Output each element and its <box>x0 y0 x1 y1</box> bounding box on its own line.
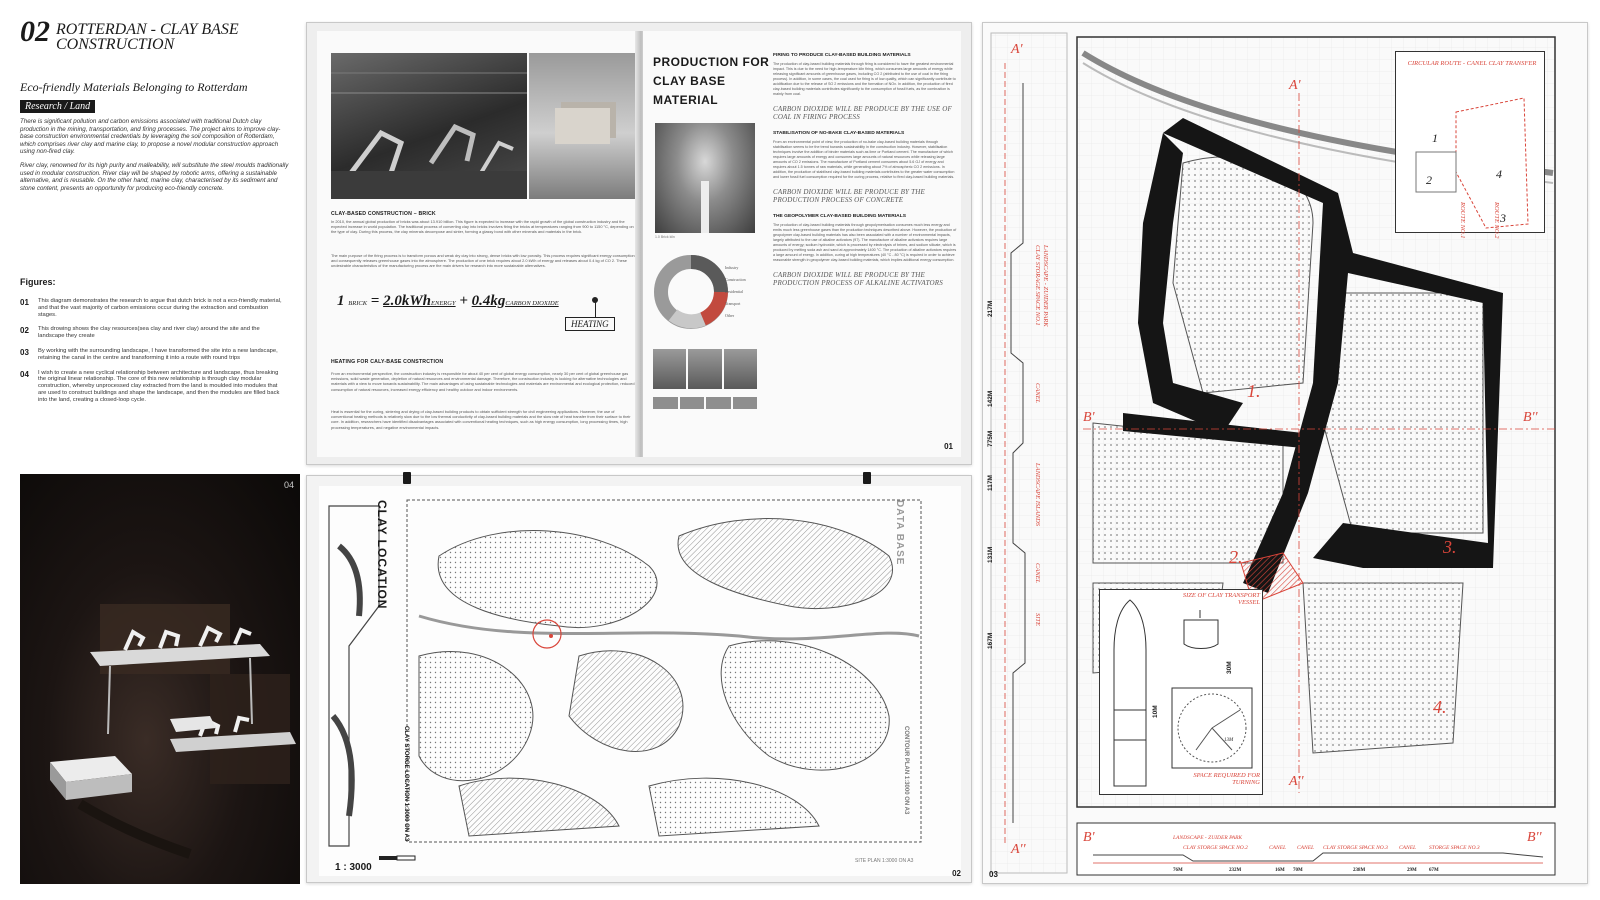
figure-number: 02 <box>20 326 29 336</box>
turning-title: SPACE REQUIRED FOR TURNING <box>1193 772 1260 786</box>
energy-donut-chart <box>653 247 753 337</box>
page-number: 02 <box>952 869 961 878</box>
intro-paragraph: River clay, renowned for its high purity and malleability, will substitute the steel moulds traditionally used in modular construction. River clay will be shaped by robotic arms, offering a sustainable alternative, and is reusable. On the other hand, marine clay, characterised by its sediment and stone content, presents an opportunity for producing eco-friendly concrete. <box>20 161 289 192</box>
heating-label: HEATING <box>565 317 615 331</box>
photo-page-number: 04 <box>283 480 294 490</box>
production-quote: CARBON DIOXIDE WILL BE PRODUCE BY THE USE OF COAL IN FIRING PROCESS <box>773 105 952 121</box>
scale-label: 1 : 3000 <box>335 862 372 873</box>
figures-heading: Figures: <box>20 277 56 287</box>
vessel-inset <box>1099 589 1263 795</box>
bottom-section-label: CLAY STORGE SPACE NO.2 <box>1183 845 1248 851</box>
figure-description: This diagram demonstrates the research to argue that dutch brick is not a eco-friendly material, and that the vast majority of carbon emissions occur during the extraction and combustion stages. <box>38 298 282 318</box>
figure-description: I wish to create a new cyclical relationship between architecture and landscape, thus breaking the original linear relationship. The core of this new relationship is through clay modular construction, whereby unprocessed clay extracted from the land is moulded into modules that are used to construct buildings and shape the landscape, and then the modules are filled back into the land, creating a closed-loop cycle. <box>38 369 280 403</box>
bottom-dimension: 70M <box>1293 868 1303 873</box>
process-photo-strip <box>653 349 757 389</box>
donut-legend-label: Other <box>725 313 735 318</box>
production-heading: THE GEOPOLYMER CLAY-BASED BUILDING MATERIALS <box>773 214 906 219</box>
bottom-dimension: 76M <box>1173 868 1183 873</box>
production-body: From an environmental point of view, the production of no-bake clay-based building materials through stabilisation seems to be the trend towards sustainability in the construction industry. However, stabilisation techniques involve the addition of binder materials such as lime or Portland cement. The manufacture of which requires large amounts of energy and consumes large amounts of natural resources while releasing large amounts of CO 2 emissions. The manufacture of Portland cement consumes about 5.6 GJ of energy and requires about 1.5 tonnes of raw materials, while generating about 7% of atmospheric CO 2 emissions. In addition, the production of stabilised clay-based building materials contributes to the greater water consumption and lower fossil fuel consumption required for the curing process, relative to fired clay-based building materials. <box>773 140 955 179</box>
section-dimension: 775M <box>987 430 994 447</box>
zone-label: 3. <box>1443 537 1457 557</box>
bottom-section-label: CANEL <box>1297 845 1315 851</box>
brick-photo <box>529 53 637 199</box>
production-heading: STABILISATION OF NO-BAKE CLAY-BASED MATERIALS <box>773 131 905 136</box>
project-title: ROTTERDAN - CLAY BASE CONSTRUCTION <box>56 21 239 53</box>
figure-number: 03 <box>20 347 29 357</box>
route-label: ROUTE NO.1 <box>1459 202 1466 239</box>
project-subtitle: Eco-friendly Materials Belonging to Rotterdam <box>20 80 248 94</box>
brick-shape <box>555 108 610 144</box>
storage-location-label: CLAY STORGE LOCATION 1:3000 ON A3 <box>403 726 409 842</box>
formula-energy-unit: ENERGY <box>431 300 456 307</box>
factory-photo <box>331 53 527 199</box>
zone-label: 2. <box>1229 547 1243 567</box>
intro-paragraph: There is significant pollution and carbon emissions associated with traditional Dutch clay production in the mining, transportation, and firing processes. The project aims to improve clay-base construction environmental credentials by leveraging the soil composition of Rotterdam, which comprises river clay and marine clay, to propose a novel modular construction approach using non-fired clay. <box>20 118 281 156</box>
bottom-dimension: 67M <box>1429 868 1439 873</box>
route-point: 4 <box>1496 167 1502 181</box>
zone-label: 1. <box>1247 381 1261 401</box>
binder-clip <box>863 472 871 484</box>
page-number: 01 <box>944 442 953 451</box>
bottom-dimension: 16M <box>1275 868 1285 873</box>
route-point: 1 <box>1432 131 1438 145</box>
production-body: The production of clay-based building materials through geopolymerisation consumes much less energy and emits much less greenhouse gases than the production techniques described above. However, the production of geopolymer clay-based building materials has also been associated with a number of environmental impacts, largely attributed to the use of alkaline activators (97). The manufacture of alkaline activators requires large amounts of energy; sodium hydroxide, which is processed by electrolysis of brines, and sodium silicate, which is produced by melting soda ash and sand at approximately 1400 °C. The production of alkaline activators requires a large amount of energy. In addition, curing at high temperatures (40 °C - 80 °C) is required in order to achieve reasonable strength in geopolymer clay-based building materials, which implies additional energy consumption. <box>773 223 957 262</box>
process-photo-strip-2 <box>653 397 757 409</box>
production-quote: CARBON DIOXIDE WILL BE PRODUCE BY THE PRODUCTION PROCESS OF ALKALINE ACTIVATORS <box>773 271 943 287</box>
strip-mark-b-left: B' <box>1083 830 1095 845</box>
section-mark-a-bottom: A'' <box>1011 842 1026 857</box>
vessel-width: 30M <box>1226 661 1233 674</box>
section-mark-a-top: A' <box>1011 42 1023 57</box>
category-tag: Research / Land <box>20 100 95 113</box>
formula-brick-count: 1 <box>337 293 345 309</box>
spread-left-page <box>317 31 637 457</box>
production-quote: CARBON DIOXIDE WILL BE PRODUCE BY THE PRODUCTION PROCESS OF CONCRETE <box>773 188 925 204</box>
heating-leader <box>595 299 596 317</box>
model-illustration <box>20 474 300 884</box>
bottom-dimension: 29M <box>1407 868 1417 873</box>
turning-radius: 13M <box>1224 738 1234 743</box>
formula-plus: + <box>459 293 468 309</box>
section-dimension: 131M <box>987 546 994 563</box>
section-dimension: 217M <box>987 300 994 317</box>
page-number: 03 <box>989 870 998 879</box>
section-heading: HEATING FOR CALY-BASE CONSTRCTION <box>331 359 444 365</box>
contour-map <box>319 486 961 876</box>
section-label: LANDSCAPE ISLANDS <box>1034 463 1041 527</box>
donut-legend-label: Residential <box>725 289 743 294</box>
kiln-photo <box>655 123 755 233</box>
intro-text <box>20 118 290 192</box>
figure-number: 04 <box>20 369 29 379</box>
section-dimension: 117M <box>987 475 994 491</box>
figure-item <box>20 298 285 318</box>
strip-mark-b-right: B'' <box>1527 830 1542 845</box>
bottom-section-label: LANDSCAPE - ZUIDER PARK <box>1173 835 1243 841</box>
section-heading: CLAY-BASED CONSTRUCTION – BRICK <box>331 211 436 217</box>
plan-mark-a-top: A' <box>1289 78 1301 93</box>
figure-description: This drowing shows the clay resources(sea clay and river clay) around the site and the landscape they create <box>38 326 260 340</box>
binder-clip <box>403 472 411 484</box>
formula-co2-unit: CARBON DIOXIDE <box>505 300 559 307</box>
formula-energy: 2.0kWh <box>383 293 432 309</box>
figure-item <box>20 326 285 340</box>
section-body: Heat is essential for the curing, sintering and drying of clay-based building products to obtain sufficient strength for civil engineering applications. However, the use of conventional heating methods is relatively slow due to the low thermal conductivity of clay-based building materials and the slow rate of heat transfer from their surface to their core. In addition, researchers have identified disadvantages associated with conventional heating techniques, such as high energy consumption, long processing times, high processing temperatures, and negative environmental impacts. <box>331 409 631 430</box>
clay-location-drawing <box>306 475 972 883</box>
figures-list <box>20 298 285 412</box>
section-body: In 2010, the annual global production of bricks was about 13.910 billion. This figure is expected to increase with the rapid growth of the global construction industry and the expected increase in world population. The traditional process of converting clay into bricks involves firing the bricks at temperatures ranging from 900 to 1150 °C, depending on the type of clay. During this process, the clay minerals decompose and sinter, forming a glassy bond with other minerals and materials in the brick. <box>331 219 634 235</box>
zone-label: 4. <box>1433 697 1447 717</box>
project-number: 02 <box>20 15 50 48</box>
production-body: The production of clay-based building materials through firing is considered to have the greatest environmental impact. This is due to the need for high-temperature kiln firing, which consumes large amounts of energy while releasing significant amounts of greenhouse gases, including CO 2 (attributed to the use of coal in the firing process). In addition, in some cases, the coal used for firing is of low quality, which can significantly contribute to acidification due to the release of SO 2 emissions and the formation of NOx. In addition, the production of fired clay-based building materials contributes significantly to the consumption of fossil fuels, as the combustion is mainly from coal. <box>773 62 956 96</box>
route-point: 3 <box>1500 211 1506 225</box>
section-label: CANEL <box>1034 383 1041 404</box>
site-plan-drawing <box>982 22 1588 884</box>
donut-legend-label: Industry <box>725 265 739 270</box>
section-label: LANDSCAPE - ZUIDER PARK <box>1042 245 1049 327</box>
figure-item <box>20 370 285 404</box>
plan-mark-a-bottom: A'' <box>1289 774 1304 789</box>
section-label: CANEL <box>1034 563 1041 584</box>
section-body: The main purpose of the firing process is to transform porous and weak dry clay into strong, dense bricks with low porosity. This process requires significant energy consumption and consequently releases greenhouse gases into the atmosphere. The production of one brick requires about 2.0 kWh of energy and releases about 0.4 kg of CO 2. These undesirable characteristics of the manufacturing process are the main drivers for research into more sustainable alternatives. <box>331 253 635 269</box>
figure-item <box>20 348 285 362</box>
bottom-section-label: CANEL <box>1399 845 1417 851</box>
kiln-track <box>701 181 709 233</box>
contour-sheet <box>319 486 961 876</box>
route-point: 2 <box>1426 173 1432 187</box>
section-dimension: 167M <box>987 632 994 649</box>
plan-mark-b-right: B'' <box>1523 410 1538 425</box>
research-spread <box>306 22 972 465</box>
carbon-formula <box>337 293 559 310</box>
production-heading: FIRING TO PRODUCE CLAY-BASED BUILDING MATERIALS <box>773 53 911 58</box>
section-dimension: 142M <box>987 390 994 407</box>
bottom-section-label: CANEL <box>1269 845 1287 851</box>
section-label: SITE <box>1034 613 1041 626</box>
bottom-dimension: 232M <box>1229 868 1242 873</box>
production-title: PRODUCTION FOR CLAY BASE MATERIAL <box>653 55 770 107</box>
model-photo <box>20 474 300 884</box>
section-label: CLAY STORAGE SPACE NO.1 <box>1034 245 1041 326</box>
formula-brick-unit: BRICK <box>348 300 368 307</box>
site-plan-label: SITE PLAN 1:3000 ON A3 <box>855 858 914 864</box>
formula-co2: 0.4kg <box>471 293 506 309</box>
formula-equals: = <box>370 293 380 309</box>
donut-legend-label: Transport <box>725 301 741 306</box>
donut-legend-label: Construction <box>725 277 746 282</box>
contour-plan-label: CONTOUR PLAN 1:3000 ON A3 <box>903 726 909 815</box>
bottom-section-label: CLAY STORGE SPACE NO.3 <box>1323 845 1388 851</box>
route-inset-title: CIRCULAR ROUTE - CANEL CLAY TRANSFER <box>1407 60 1537 67</box>
spread-right-page <box>643 31 961 457</box>
data-base-label: DATA BASE <box>894 500 905 566</box>
bottom-dimension: 238M <box>1353 868 1366 873</box>
route-label: ROUTE NO.2 <box>1493 202 1500 239</box>
vessel-length: 10M <box>1152 705 1159 718</box>
clay-location-title: CLAY LOCATION <box>375 500 389 610</box>
figure-number: 01 <box>20 298 29 307</box>
kiln-caption: 1.0 Brick kiln <box>655 235 675 239</box>
bottom-section-label: STORGE SPACE NO.3 <box>1429 845 1480 851</box>
route-inset <box>1395 51 1545 239</box>
project-header <box>20 15 290 192</box>
section-body: From an environmental perspective, the construction industry is responsible for about 40 per cent of global energy consumption, nearly 30 per cent of global greenhouse gas emissions, solid waste generation, depletion of natural resources and environmental damage. Therefore, the construction industry is looking for alternative technologies and materials with a view to move towards sustainability. The main advantages of using sustainable technologies and materials are environmental and ecological protection, reduced consumption of natural resources, increased energy efficiency and healthy outdoor and indoor environments. <box>331 371 635 392</box>
figure-description: By working with the surrounding landscape, I have transformed the site into a new landscape, retaining the canal in the centre and transforming it into a route with round trips <box>38 347 278 361</box>
plan-mark-b-left: B' <box>1083 410 1095 425</box>
vessel-title: SIZE OF CLAY TRANSPORT VESSEL <box>1182 592 1260 606</box>
production-text-column <box>773 53 957 297</box>
